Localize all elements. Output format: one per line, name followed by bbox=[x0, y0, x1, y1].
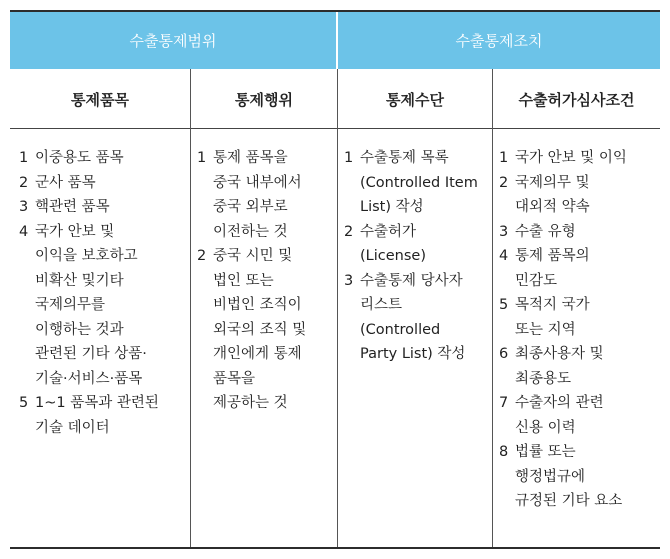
column-divider-3 bbox=[492, 69, 493, 547]
item-line: 기술·서비스·품목 bbox=[35, 370, 143, 387]
item-line: 수출통제 목록 bbox=[360, 150, 449, 166]
item-line: 수출통제 당사자 bbox=[360, 272, 463, 289]
item-number: 1 bbox=[499, 150, 509, 166]
item-line: 행정법규에 bbox=[515, 468, 586, 485]
item-line: 개인에게 통제 bbox=[213, 346, 302, 362]
item-line: 품목을 bbox=[213, 370, 256, 387]
item-line: 대외적 약속 bbox=[515, 199, 590, 215]
item-number: 6 bbox=[499, 346, 509, 362]
item-text bbox=[515, 244, 590, 293]
item-line: 목적지 국가 bbox=[515, 297, 590, 313]
item-line: 국제의무를 bbox=[35, 297, 106, 313]
item-number: 5 bbox=[499, 297, 509, 313]
item-line: 또는 지역 bbox=[515, 321, 576, 338]
item-line: 리스트 bbox=[360, 297, 403, 313]
group-header-control-measures: 수출통제조치 bbox=[338, 12, 660, 69]
item-line: 관련된 기타 상품· bbox=[35, 346, 147, 362]
item-line: 이전하는 것 bbox=[213, 223, 288, 240]
column-divider-1 bbox=[190, 69, 191, 547]
item-text bbox=[360, 146, 478, 220]
item-line: 통제 품목을 bbox=[213, 150, 288, 166]
item-text bbox=[213, 146, 302, 244]
item-number: 1 bbox=[19, 150, 29, 166]
list-item bbox=[344, 220, 490, 269]
list-item bbox=[19, 391, 189, 440]
item-text bbox=[360, 220, 426, 269]
item-number: 3 bbox=[19, 199, 29, 215]
header-body-divider bbox=[10, 128, 660, 129]
export-control-table bbox=[10, 10, 660, 550]
item-line: 통제 품목의 bbox=[515, 248, 590, 264]
list-item bbox=[499, 342, 657, 391]
item-line: (Controlled Item bbox=[360, 174, 478, 191]
item-number: 5 bbox=[19, 395, 29, 411]
list-item bbox=[499, 440, 657, 514]
item-text bbox=[35, 391, 159, 440]
item-line: 중국 외부로 bbox=[213, 199, 288, 215]
group-header-control-scope: 수출통제범위 bbox=[10, 12, 336, 69]
item-line: 국제의무 및 bbox=[515, 174, 590, 191]
item-line: 군사 품목 bbox=[35, 174, 96, 191]
item-line: 1~1 품목과 관련된 bbox=[35, 395, 159, 411]
list-item bbox=[499, 146, 657, 171]
list-item bbox=[499, 220, 657, 245]
item-line: 외국의 조직 및 bbox=[213, 321, 307, 338]
list-item bbox=[499, 391, 657, 440]
item-text bbox=[515, 342, 604, 391]
list-item bbox=[344, 146, 490, 220]
item-number: 2 bbox=[344, 223, 354, 240]
item-text bbox=[35, 195, 110, 220]
item-line: 중국 내부에서 bbox=[213, 174, 302, 191]
item-number: 2 bbox=[499, 174, 509, 191]
license-review-criteria-list bbox=[499, 146, 657, 514]
item-line: 이행하는 것과 bbox=[35, 321, 124, 338]
item-line: 최종용도 bbox=[515, 370, 572, 387]
item-text bbox=[35, 146, 124, 171]
item-number: 7 bbox=[499, 395, 509, 411]
item-number: 8 bbox=[499, 444, 509, 460]
item-number: 1 bbox=[197, 150, 207, 166]
item-line: 비법인 조직이 bbox=[213, 297, 302, 313]
item-line: 비확산 및기타 bbox=[35, 272, 124, 289]
item-line: 국가 안보 및 bbox=[35, 223, 115, 240]
item-number: 2 bbox=[197, 248, 207, 264]
item-line: 국가 안보 및 이익 bbox=[515, 150, 627, 166]
item-line: 법률 또는 bbox=[515, 444, 576, 460]
item-line: 최종사용자 및 bbox=[515, 346, 604, 362]
item-line: 신용 이력 bbox=[515, 419, 576, 436]
item-line: List) 작성 bbox=[360, 199, 424, 215]
item-text bbox=[35, 220, 147, 392]
item-line: 기술 데이터 bbox=[35, 419, 110, 436]
item-text bbox=[35, 171, 96, 196]
item-text bbox=[515, 146, 627, 171]
item-text bbox=[515, 293, 590, 342]
item-line: Party List) 작성 bbox=[360, 346, 466, 362]
item-line: 이익을 보호하고 bbox=[35, 248, 138, 264]
item-number: 3 bbox=[344, 272, 354, 289]
item-line: 제공하는 것 bbox=[213, 395, 288, 411]
column-divider-2 bbox=[337, 69, 338, 547]
item-line: 수출 유형 bbox=[515, 223, 576, 240]
control-means-list bbox=[344, 146, 490, 367]
list-item bbox=[19, 146, 189, 171]
item-number: 3 bbox=[499, 223, 509, 240]
column-header-license-review-criteria: 수출허가심사조건 bbox=[518, 90, 635, 109]
controlled-items-list bbox=[19, 146, 189, 440]
bottom-rule bbox=[10, 547, 660, 549]
list-item bbox=[197, 146, 335, 244]
item-line: 핵관련 품목 bbox=[35, 199, 110, 215]
item-line: 수출허가 bbox=[360, 223, 417, 240]
list-item bbox=[19, 220, 189, 392]
item-line: 수출자의 관련 bbox=[515, 395, 604, 411]
item-line: (License) bbox=[360, 248, 426, 264]
item-line: 중국 시민 및 bbox=[213, 248, 293, 264]
list-item bbox=[344, 269, 490, 367]
list-item bbox=[197, 244, 335, 416]
column-header-control-means: 통제수단 bbox=[386, 90, 444, 109]
item-number: 1 bbox=[344, 150, 354, 166]
list-item bbox=[499, 171, 657, 220]
item-number: 4 bbox=[499, 248, 509, 264]
list-item bbox=[19, 171, 189, 196]
list-item bbox=[499, 293, 657, 342]
column-header-controlled-items: 통제품목 bbox=[71, 90, 129, 109]
item-text bbox=[515, 440, 622, 514]
list-item bbox=[499, 244, 657, 293]
item-text bbox=[360, 269, 465, 367]
item-line: 규정된 기타 요소 bbox=[515, 493, 623, 509]
item-line: (Controlled bbox=[360, 321, 441, 338]
item-line: 이중용도 품목 bbox=[35, 150, 124, 166]
item-text bbox=[213, 244, 306, 416]
item-text bbox=[515, 391, 604, 440]
item-text bbox=[515, 171, 590, 220]
item-number: 2 bbox=[19, 174, 29, 191]
column-header-controlled-acts: 통제행위 bbox=[235, 90, 293, 109]
item-number: 4 bbox=[19, 223, 29, 240]
item-line: 민감도 bbox=[515, 272, 558, 289]
controlled-acts-list bbox=[197, 146, 335, 416]
item-line: 법인 또는 bbox=[213, 272, 274, 289]
item-text bbox=[515, 220, 576, 245]
list-item bbox=[19, 195, 189, 220]
